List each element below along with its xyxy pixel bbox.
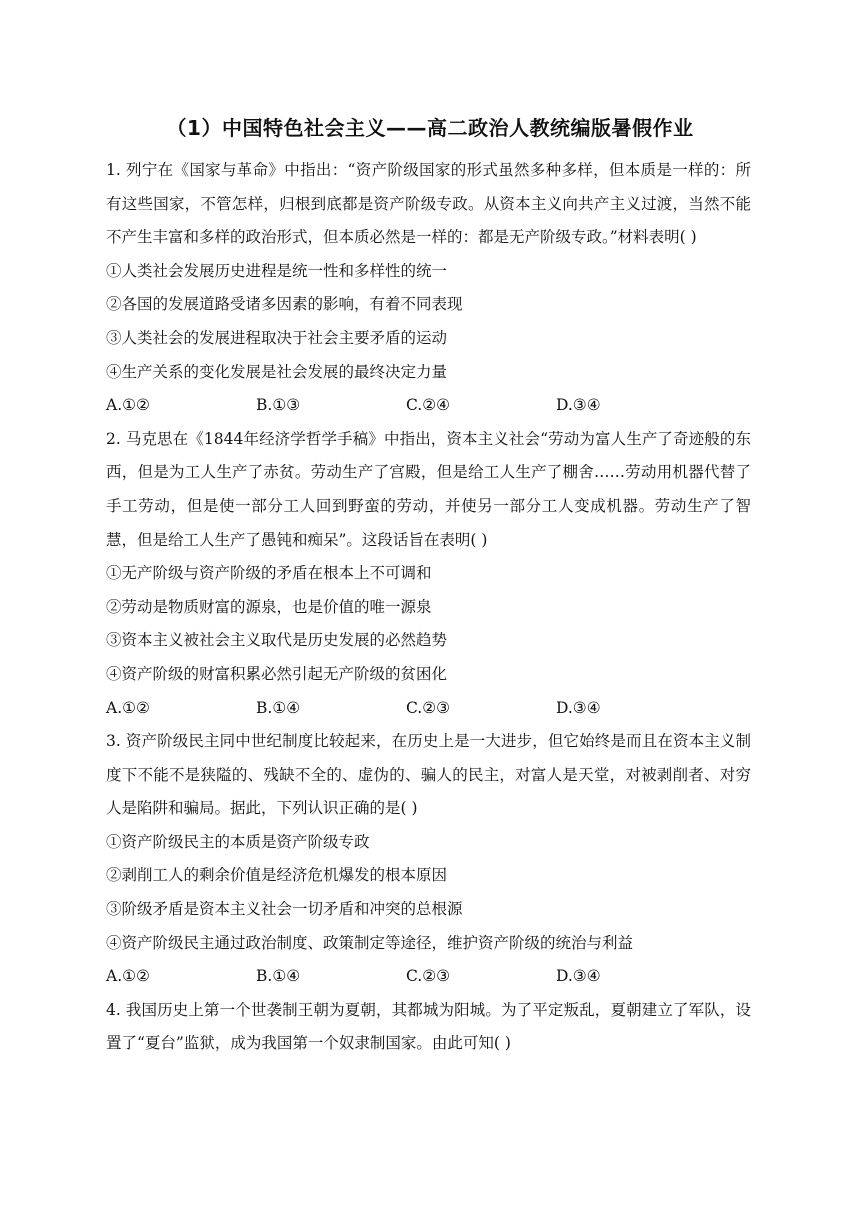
question-3 <box>106 725 751 994</box>
statement-option: ③人类社会的发展进程取决于社会主要矛盾的运动 <box>106 328 448 347</box>
answer-choices <box>106 692 751 726</box>
statement-option: ②各国的发展道路受诸多因素的影响，有着不同表现 <box>106 295 463 314</box>
question-stem: 3. 资产阶级民主同中世纪制度比较起来，在历史上是一大进步，但它始终是而且在资本主义制度下不能不是狭隘的、残缺不全的、虚伪的、骗人的民主，对富人是天堂，对被剥削者、对穷人是陷阱和骗局。据此，下列认识正确的是( ) <box>106 732 751 818</box>
question-1 <box>106 154 751 423</box>
choice-b: B.①③ <box>256 396 301 415</box>
answer-choices <box>106 960 751 994</box>
answer-choices <box>106 389 751 423</box>
statement-option: ①人类社会发展历史进程是统一性和多样性的统一 <box>106 261 448 280</box>
choice-d: D.③④ <box>556 967 601 986</box>
statement-option: ①资产阶级民主的本质是资产阶级专政 <box>106 832 370 851</box>
choice-c: C.②③ <box>406 967 451 986</box>
choice-a: A.①② <box>106 698 150 717</box>
choice-d: D.③④ <box>556 698 601 717</box>
statement-option: ④资产阶级的财富积累必然引起无产阶级的贫困化 <box>106 664 448 683</box>
question-list <box>106 154 751 1061</box>
question-stem: 1. 列宁在《国家与革命》中指出：“资产阶级国家的形式虽然多种多样，但本质是一样的：所有这些国家，不管怎样，归根到底都是资产阶级专政。从资本主义向共产主义过渡，当然不能不产生丰富和多样的政治形式，但本质必然是一样的：都是无产阶级专政。”材料表明( ) <box>106 161 751 247</box>
statement-option: ④资产阶级民主通过政治制度、政策制定等途径，维护资产阶级的统治与利益 <box>106 933 634 952</box>
statement-option: ②劳动是物质财富的源泉，也是价值的唯一源泉 <box>106 597 432 616</box>
question-stem: 4. 我国历史上第一个世袭制王朝为夏朝，其都城为阳城。为了平定叛乱，夏朝建立了军队，设置了“夏台”监狱，成为我国第一个奴隶制国家。由此可知( ) <box>106 1000 751 1053</box>
page-title: （1）中国特色社会主义——高二政治人教统编版暑假作业 <box>166 116 694 140</box>
statement-option: ③资本主义被社会主义取代是历史发展的必然趋势 <box>106 631 448 650</box>
choice-d: D.③④ <box>556 396 601 415</box>
statement-option: ②剥削工人的剩余价值是经济危机爆发的根本原因 <box>106 866 448 885</box>
statement-option: ③阶级矛盾是资本主义社会一切矛盾和冲突的总根源 <box>106 900 463 919</box>
choice-c: C.②③ <box>406 698 451 717</box>
question-4 <box>106 994 751 1061</box>
choice-a: A.①② <box>106 396 150 415</box>
statement-option: ④生产关系的变化发展是社会发展的最终决定力量 <box>106 362 448 381</box>
choice-b: B.①④ <box>256 967 301 986</box>
choice-a: A.①② <box>106 967 150 986</box>
choice-b: B.①④ <box>256 698 301 717</box>
question-2 <box>106 423 751 725</box>
question-stem: 2. 马克思在《1844年经济学哲学手稿》中指出，资本主义社会“劳动为富人生产了奇迹般的东西，但是为工人生产了赤贫。劳动生产了宫殿，但是给工人生产了棚舍……劳动用机器代替了手工劳动，但是使一部分工人回到野蛮的劳动，并使另一部分工人变成机器。劳动生产了智慧，但是给工人生产了愚钝和痴呆”。这段话旨在表明( ) <box>106 429 751 549</box>
choice-c: C.②④ <box>406 396 451 415</box>
statement-option: ①无产阶级与资产阶级的矛盾在根本上不可调和 <box>106 564 432 583</box>
